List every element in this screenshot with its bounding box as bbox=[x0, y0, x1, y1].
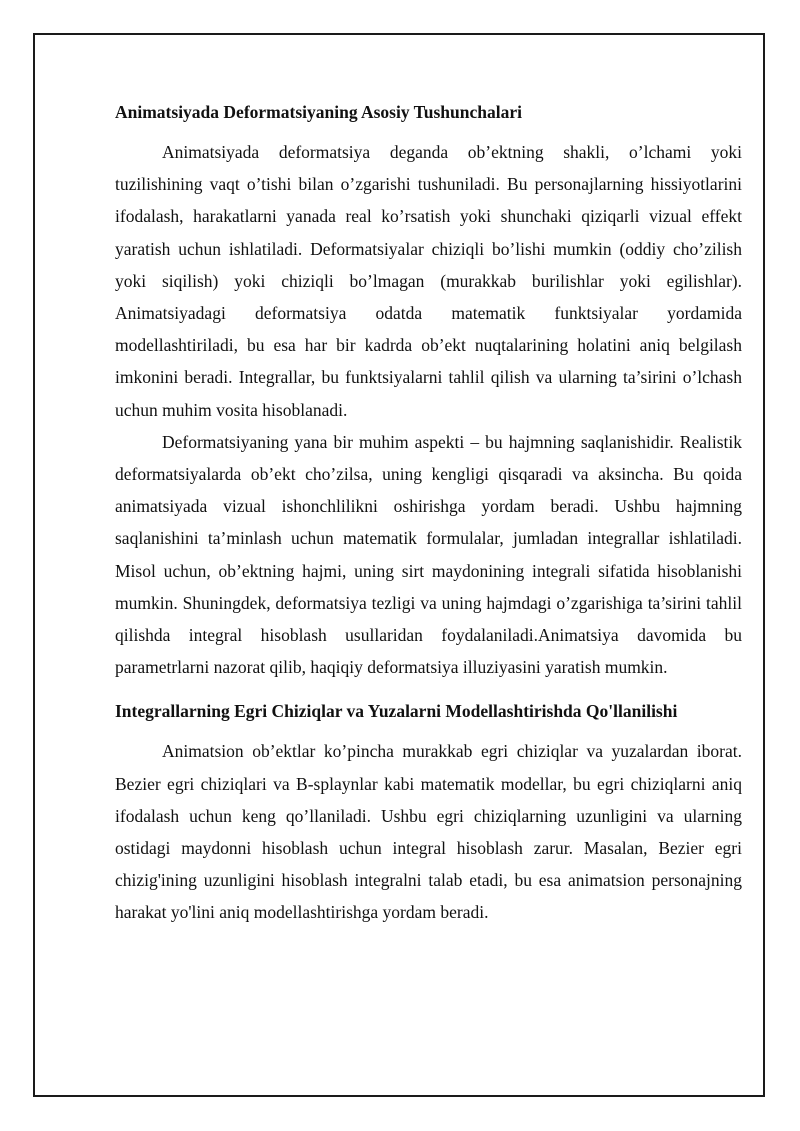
document-body bbox=[115, 98, 742, 929]
section-heading-deformation-basics: Animatsiyada Deformatsiyaning Asosiy Tushunchalari bbox=[115, 102, 522, 122]
paragraph-bezier-curves: Animatsion ob’ektlar ko’pincha murakkab egri chiziqlar va yuzalardan iborat. Bezier egri chiziqlari va B-splaynlar kabi matematik modellar, bu egri chiziqlarni aniq ifodalash uchun keng qo’llaniladi. Ushbu egri chiziqlarning uzunligini va ularning ostidagi maydonni hisoblash uchun integral hisoblash zarur. Masalan, Bezier egri chizig'ining uzunligini hisoblash integralni talab etadi, bu esa animatsion personajning harakat yo'lini aniq modellashtirishga yordam beradi. bbox=[115, 741, 742, 923]
section-heading-curves-surfaces: Integrallarning Egri Chiziqlar va Yuzalarni Modellashtirishda Qo'llanilishi bbox=[115, 701, 678, 722]
paragraph-volume-preservation: Deformatsiyaning yana bir muhim aspekti – bu hajmning saqlanishidir. Realistik deformatsiyalarda ob’ekt cho’zilsa, uning kengligi qisqaradi va aksincha. Bu qoida animatsiyada vizual ishonchlilikni oshirishga yordam beradi. Ushbu hajmning saqlanishini ta’minlash uchun matematik formulalar, jumladan integrallar ishlatiladi. Misol uchun, ob’ektning hajmi, uning sirt maydonining integrali sifatida hisoblanishi mumkin. Shuningdek, deformatsiya tezligi va uning hajmdagi o’zgarishiga ta’sirini tahlil qilishda integral hisoblash usullaridan foydalaniladi.Animatsiya davomida bu parametrlarni nazorat qilib, haqiqiy deformatsiya illuziyasini yaratish mumkin. bbox=[115, 431, 742, 678]
paragraph-deformation-definition: Animatsiyada deformatsiya deganda ob’ektning shakli, o’lchami yoki tuzilishining vaqt o’tishi bilan o’zgarishi tushuniladi. Bu personajlarning hissiyotlarini ifodalash, harakatlarni yanada real ko’rsatish yoki shunchaki qiziqarli vizual effekt yaratish uchun ishlatiladi. Deformatsiyalar chiziqli bo’lishi mumkin (oddiy cho’zilish yoki siqilish) yoki chiziqli bo’lmagan (murakkab burilishlar yoki egilishlar). Animatsiyadagi deformatsiya odatda matematik funktsiyalar yordamida modellashtiriladi, bu esa har bir kadrda ob’ekt nuqtalarining holatini aniq belgilash imkonini beradi. Integrallar, bu funktsiyalarni tahlil qilish va ularning ta’sirini o’lchash uchun muhim vosita hisoblanadi. bbox=[115, 142, 742, 420]
